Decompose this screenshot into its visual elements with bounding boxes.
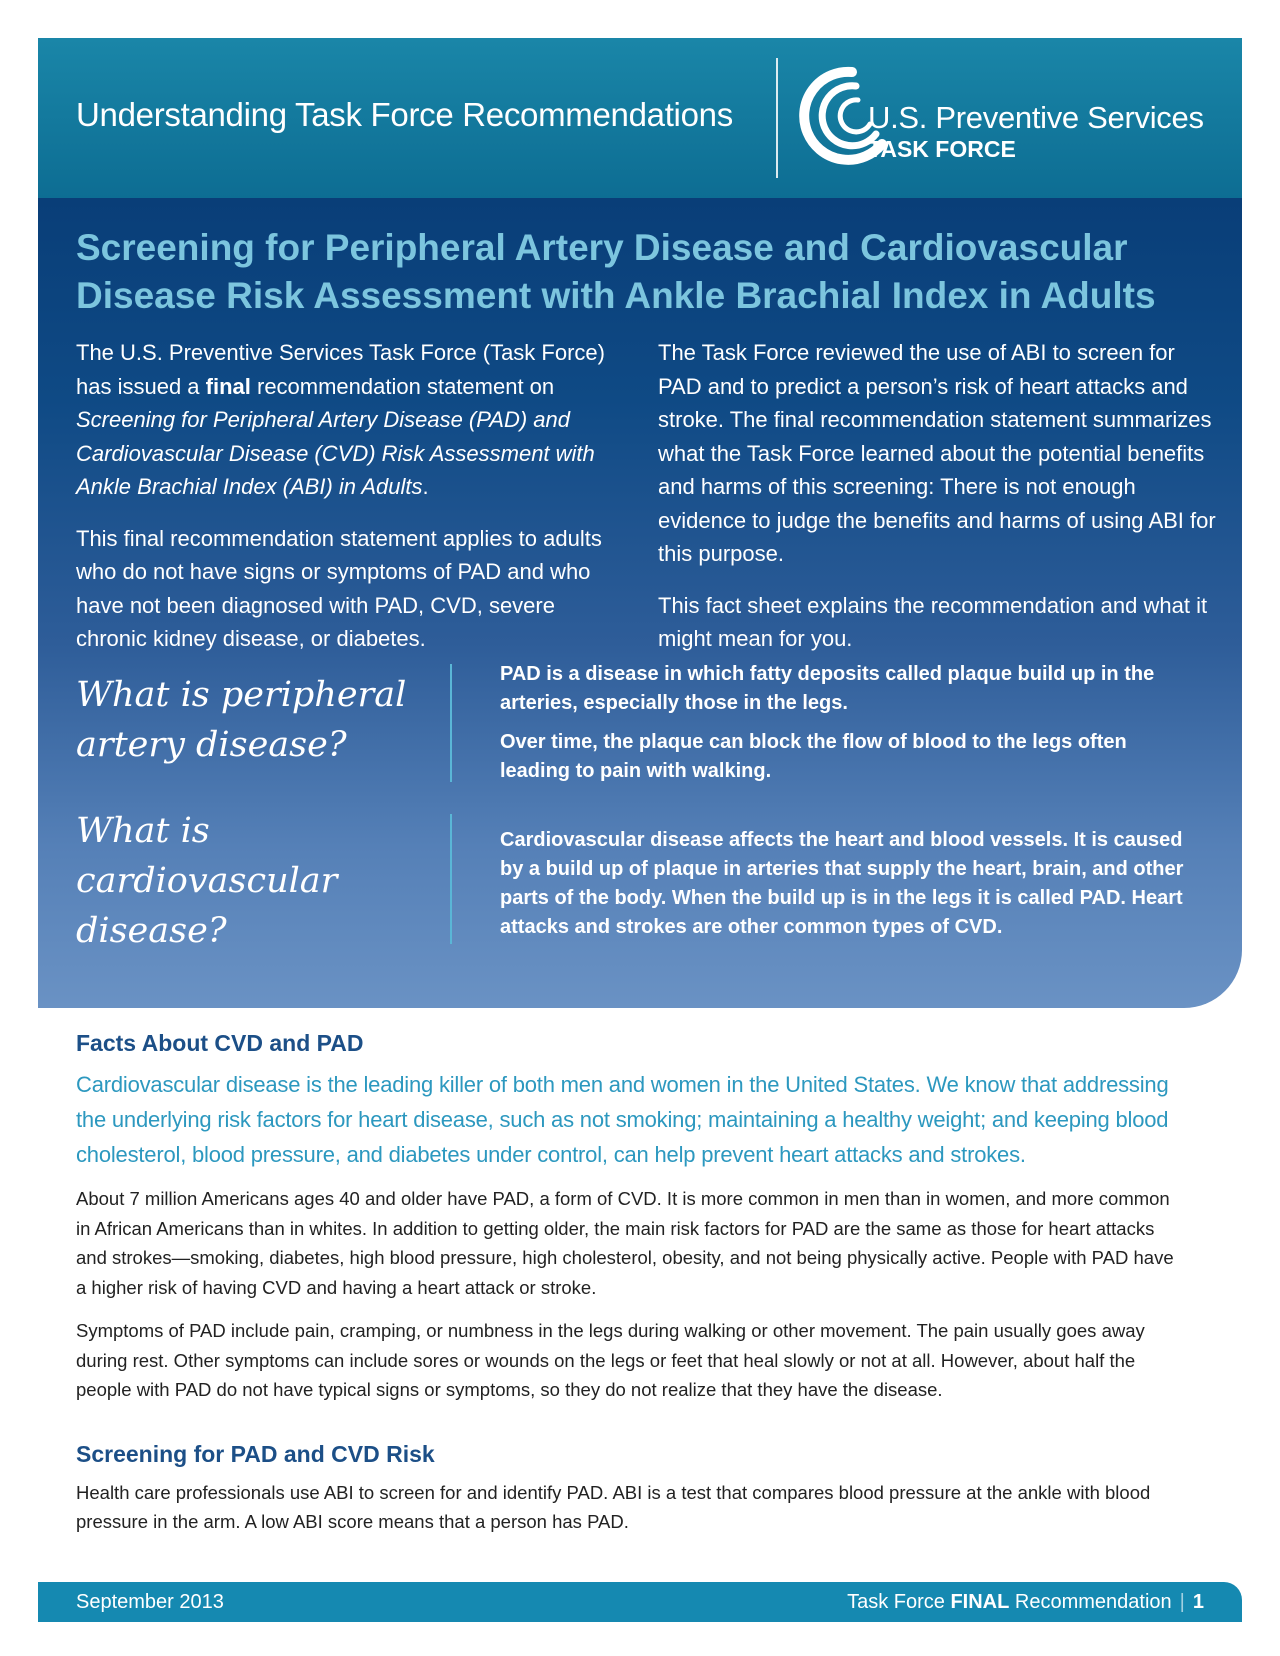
definition-pad-paragraph-1: PAD is a disease in which fatty deposits called plaque build up in the arteries, especially those in the legs.: [500, 663, 1155, 714]
header-banner: [38, 38, 1242, 198]
footer-date: September 2013: [76, 1591, 224, 1613]
intro-right-column: [658, 336, 1218, 674]
intro-left-column: [76, 336, 616, 674]
footer-bar: [38, 1582, 1242, 1622]
footer-label-bold: FINAL: [950, 1591, 1010, 1613]
definition-heading-cvd: What is cardiovascular disease?: [76, 811, 338, 951]
screening-paragraph-1: Health care professionals use ABI to screen for and identify PAD. ABI is a test that compares blood pressure at the ankle with blood pressure in the arm. A low ABI score means that a person has PAD.: [76, 1481, 1151, 1532]
definition-heading-pad: What is peripheral artery disease?: [76, 675, 407, 765]
definition-divider-pad: [450, 664, 452, 782]
intro-paragraph-2: This final recommendation statement applies to adults who do not have signs or symptoms of PAD and who have not been diagnosed with PAD, CVD, severe chronic kidney disease, or diabetes.: [76, 525, 602, 651]
definition-text-cvd: [500, 826, 1200, 952]
intro-paragraph-4: This fact sheet explains the recommendation and what it might mean for you.: [658, 592, 1208, 651]
screening-heading: Screening for PAD and CVD Risk: [76, 1440, 435, 1467]
definition-cvd-paragraph-1: Cardiovascular disease affects the heart and blood vessels. It is caused by a build up of plaque in arteries that supply the heart, brain, and other parts of the body. When the build up is in the legs it is called PAD. Heart attacks and strokes are other common types of CVD.: [500, 829, 1184, 938]
page-number: 1: [1192, 1591, 1204, 1613]
intro-text-italic: Screening for Peripheral Artery Disease (PAD) and Cardiovascular Disease (CVD) Risk Assessment with Ankle Brachial Index (ABI) in Adults: [76, 407, 595, 499]
facts-lead-paragraph: Cardiovascular disease is the leading killer of both men and women in the United States. We know that addressing the underlying risk factors for heart disease, such as not smoking; maintaining a healthy weight; and keeping blood cholesterol, blood pressure, and diabetes under control, can help prevent heart attacks and strokes.: [76, 1072, 1169, 1167]
hero-section: [38, 198, 1242, 1008]
intro-text-b: recommendation statement on: [250, 373, 555, 399]
footer-label-b: Recommendation: [1009, 1591, 1172, 1613]
intro-text-c: .: [422, 474, 429, 499]
definition-divider-cvd: [450, 814, 452, 944]
intro-text-a: The U.S. Preventive Services Task Force (Task Force) has issued a: [76, 340, 605, 399]
footer-separator: |: [1179, 1591, 1185, 1613]
banner-divider: [776, 58, 778, 178]
banner-title: Understanding Task Force Recommendations: [76, 96, 733, 133]
facts-heading: Facts About CVD and PAD: [76, 1030, 364, 1056]
logo-text-line2: TASK FORCE: [868, 136, 1016, 162]
footer-label: [847, 1591, 1204, 1614]
facts-paragraph-2: Symptoms of PAD include pain, cramping, or numbness in the legs during walking or other movement. The pain usually goes away during rest. Other symptoms can include sores or wounds on the legs or feet that heal slowly or not at all. However, about half the people with PAD do not have typical signs or symptoms, so they do not realize that they have the disease.: [76, 1320, 1145, 1400]
definition-text-pad: [500, 660, 1200, 796]
intro-paragraph-3: The Task Force reviewed the use of ABI to screen for PAD and to predict a person’s risk of heart attacks and stroke. The final recommendation statement summarizes what the Task Force learned about the potential benefits and harms of this screening: There is not enough evidence to judge the benefits and harms of using ABI for this purpose.: [658, 340, 1216, 566]
page-title: Screening for Peripheral Artery Disease and Cardiovascular Disease Risk Assessment with Ankle Brachial Index in Adults: [76, 227, 1156, 316]
definition-pad-paragraph-2: Over time, the plaque can block the flow of blood to the legs often leading to pain with walking.: [500, 731, 1127, 782]
section-spacer: [76, 1419, 1186, 1441]
facts-paragraph-1: About 7 million Americans ages 40 and older have PAD, a form of CVD. It is more common in men than in women, and more common in African Americans than in whites. In addition to getting older, the main risk factors for PAD are the same as those for heart attacks and strokes—smoking, diabetes, high blood pressure, high cholesterol, obesity, and not being physically active. People with PAD have a higher risk of having CVD and having a heart attack or stroke.: [76, 1188, 1174, 1298]
logo-text-line1: U.S. Preventive Services: [868, 100, 1204, 135]
footer-label-a: Task Force: [847, 1591, 951, 1613]
body-content: [76, 1030, 1186, 1551]
intro-paragraph-1: [76, 336, 616, 504]
intro-text-bold: final: [205, 373, 251, 399]
